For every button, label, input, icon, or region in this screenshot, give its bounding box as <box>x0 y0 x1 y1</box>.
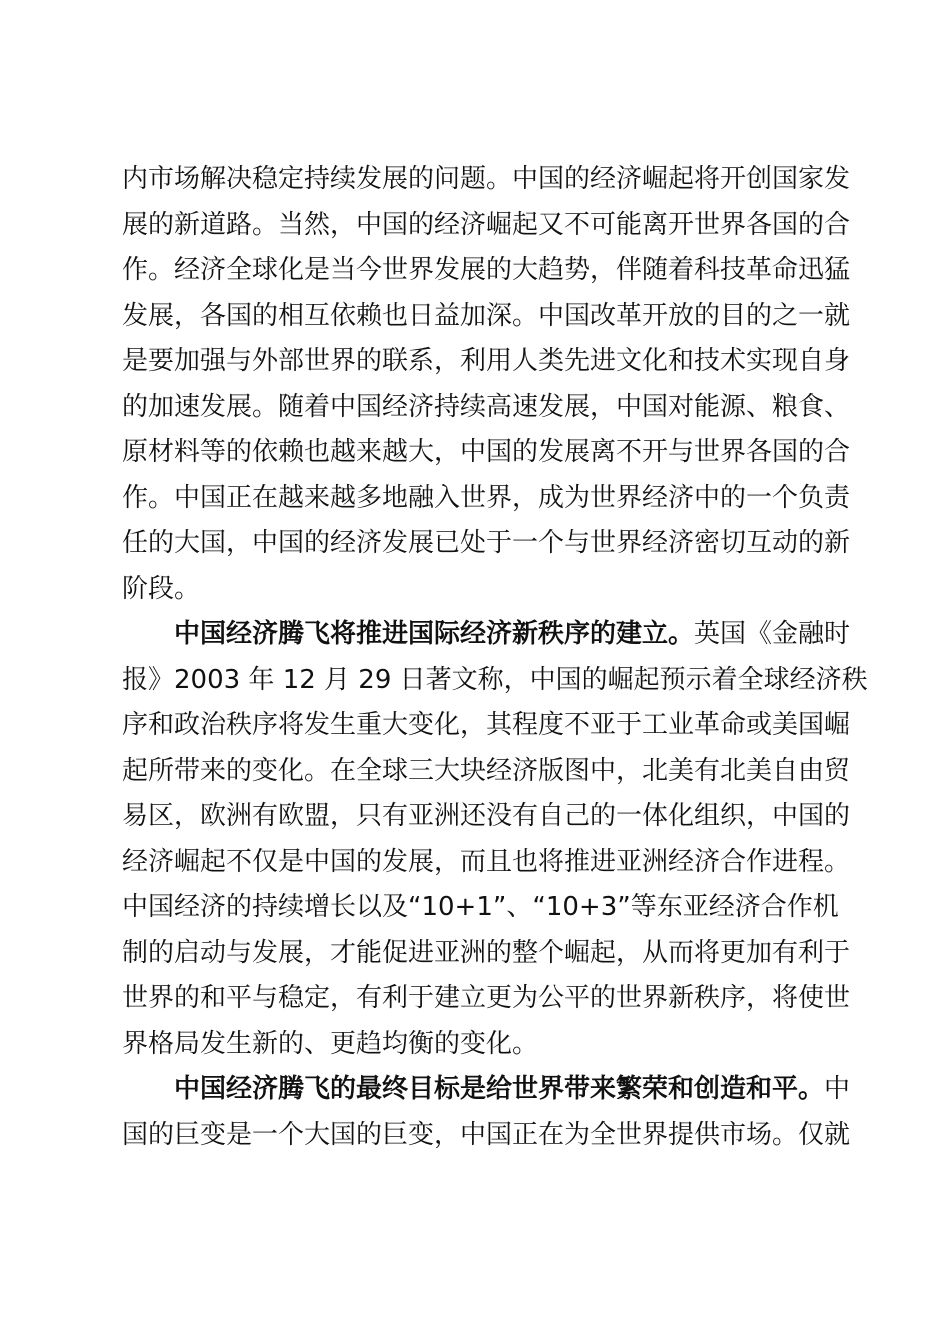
paragraph-2-heading: 中国经济腾飞将推进国际经济新秩序的建立。 <box>174 619 695 649</box>
text-line: 制的启动与发展，才能促进亚洲的整个崛起，从而将更加有利于 <box>122 937 851 968</box>
text-line: 的加速发展。随着中国经济持续高速发展，中国对能源、粮食、 <box>122 391 851 422</box>
text-line: 阶段。 <box>122 573 201 604</box>
text-line: 是要加强与外部世界的联系，利用人类先进文化和技术实现自身 <box>122 346 851 376</box>
body-text <box>122 157 868 1158</box>
paragraph-1 <box>122 157 851 612</box>
text-line: 发展，各国的相互依赖也日益加深。中国改革开放的目的之一就 <box>122 300 851 331</box>
paragraph-2-first-line-text: 英国《金融时 <box>694 619 851 649</box>
text-line: 作。中国正在越来越多地融入世界，成为世界经济中的一个负责 <box>122 482 851 513</box>
text-line: 报》2003 年 12 月 29 日著文称，中国的崛起预示着全球经济秩 <box>122 664 868 695</box>
paragraph-3 <box>122 1067 851 1158</box>
paragraph-2 <box>122 612 868 1067</box>
text-line: 任的大国，中国的经济发展已处于一个与世界经济密切互动的新 <box>122 528 851 558</box>
text-line: 展的新道路。当然，中国的经济崛起又不可能离开世界各国的合 <box>122 209 851 240</box>
text-line: 易区，欧洲有欧盟，只有亚洲还没有自己的一体化组织，中国的 <box>122 801 851 831</box>
paragraph-3-first-line-text: 中 <box>824 1074 851 1104</box>
text-line: 中国经济的持续增长以及“10+1”、“10+3”等东亚经济合作机 <box>122 892 839 922</box>
paragraph-3-heading: 中国经济腾飞的最终目标是给世界带来繁荣和创造和平。 <box>174 1074 825 1104</box>
text-line: 起所带来的变化。在全球三大块经济版图中，北美有北美自由贸 <box>122 755 851 786</box>
text-line: 作。经济全球化是当今世界发展的大趋势，伴随着科技革命迅猛 <box>122 255 851 285</box>
text-line: 世界的和平与稳定，有利于建立更为公平的世界新秩序，将使世 <box>122 983 851 1013</box>
text-line: 原材料等的依赖也越来越大，中国的发展离不开与世界各国的合 <box>122 437 851 467</box>
paragraph-3-first-line <box>122 1067 851 1113</box>
text-line: 内市场解决稳定持续发展的问题。中国的经济崛起将开创国家发 <box>122 164 851 194</box>
text-line: 序和政治秩序将发生重大变化，其程度不亚于工业革命或美国崛 <box>122 710 851 740</box>
paragraph-2-first-line <box>122 612 851 658</box>
text-line: 界格局发生新的、更趋均衡的变化。 <box>122 1028 539 1059</box>
text-line: 国的巨变是一个大国的巨变，中国正在为全世界提供市场。仅就 <box>122 1119 851 1150</box>
text-line: 经济崛起不仅是中国的发展，而且也将推进亚洲经济合作进程。 <box>122 846 851 877</box>
